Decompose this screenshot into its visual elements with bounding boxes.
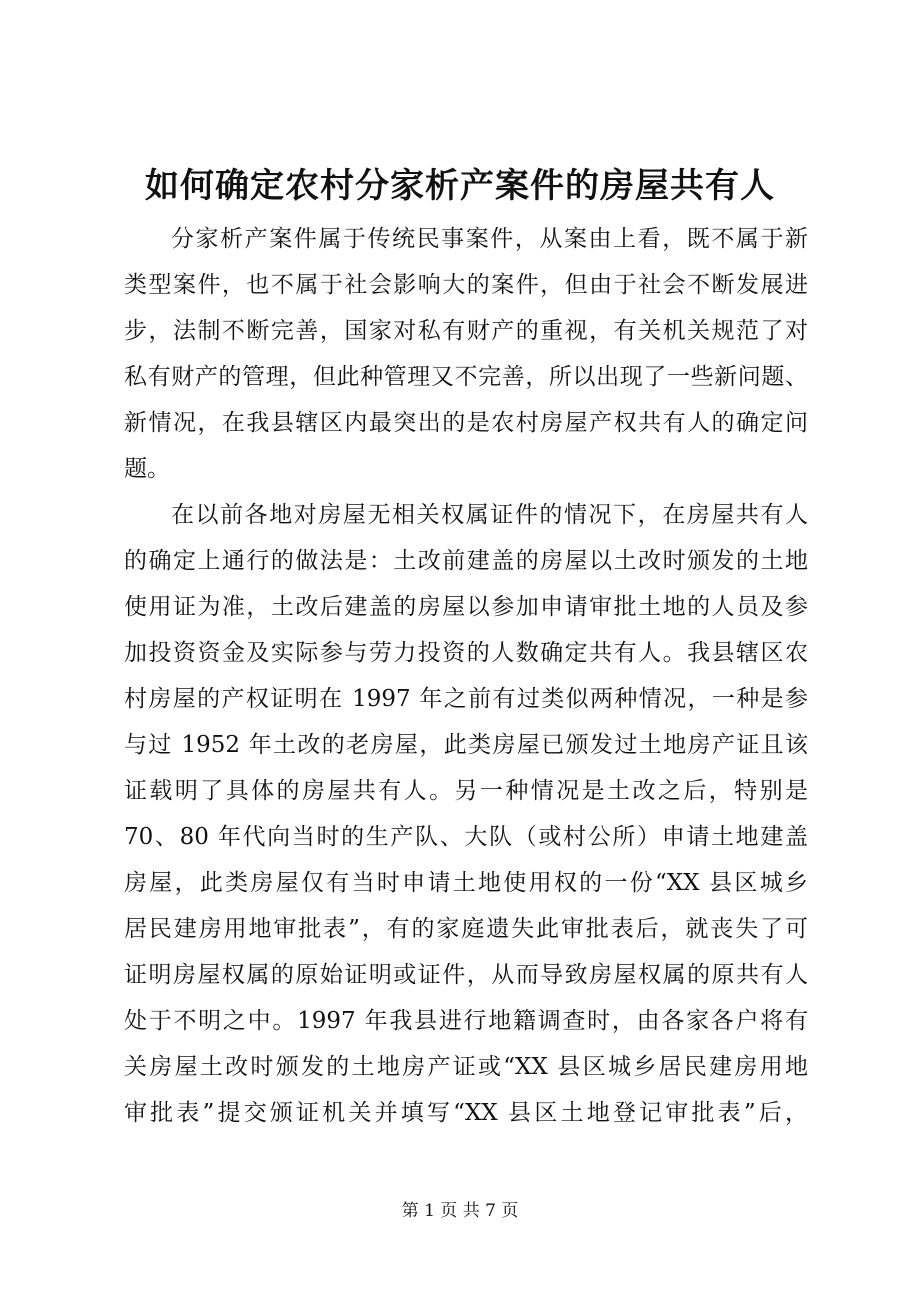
paragraph-line: 村房屋的产权证明在 1997 年之前有过类似两种情况，一种是参 xyxy=(124,686,808,712)
paragraph-line: 关房屋土改时颁发的土地房产证或“XX 县区城乡居民建房用地 xyxy=(124,1054,808,1080)
paragraph-2 xyxy=(124,492,808,1136)
paragraph-1 xyxy=(124,216,808,492)
paragraph-line: 新情况，在我县辖区内最突出的是农村房屋产权共有人的确定问 xyxy=(124,410,808,436)
page-number-footer: 第 1 页 共 7 页 xyxy=(401,1201,519,1221)
paragraph-line: 处于不明之中。1997 年我县进行地籍调查时，由各家各户将有 xyxy=(124,1008,808,1034)
paragraph-line: 加投资资金及实际参与劳力投资的人数确定共有人。我县辖区农 xyxy=(124,640,808,666)
paragraph-line: 的确定上通行的做法是：土改前建盖的房屋以土改时颁发的土地 xyxy=(124,548,808,574)
paragraph-line: 审批表”提交颁证机关并填写“XX 县区土地登记审批表”后， xyxy=(124,1100,808,1126)
document-title: 如何确定农村分家析产案件的房屋共有人 xyxy=(145,166,775,206)
paragraph-line: 题。 xyxy=(124,456,170,482)
paragraph-line: 在以前各地对房屋无相关权属证件的情况下，在房屋共有人 xyxy=(171,502,808,528)
paragraph-line: 类型案件，也不属于社会影响大的案件，但由于社会不断发展进 xyxy=(124,272,808,298)
paragraph-line: 分家析产案件属于传统民事案件，从案由上看，既不属于新 xyxy=(171,226,808,252)
paragraph-line: 房屋，此类房屋仅有当时申请土地使用权的一份“XX 县区城乡 xyxy=(124,870,808,896)
paragraph-line: 私有财产的管理，但此种管理又不完善，所以出现了一些新问题、 xyxy=(124,364,808,390)
paragraph-line: 使用证为准，土改后建盖的房屋以参加申请审批土地的人员及参 xyxy=(124,594,808,620)
document-body xyxy=(124,216,808,1136)
paragraph-line: 70、80 年代向当时的生产队、大队（或村公所）申请土地建盖 xyxy=(124,824,808,850)
paragraph-line: 与过 1952 年土改的老房屋，此类房屋已颁发过土地房产证且该 xyxy=(124,732,808,758)
paragraph-line: 证载明了具体的房屋共有人。另一种情况是土改之后，特别是 xyxy=(124,778,808,804)
paragraph-line: 证明房屋权属的原始证明或证件，从而导致房屋权属的原共有人 xyxy=(124,962,808,988)
paragraph-line: 居民建房用地审批表”，有的家庭遗失此审批表后，就丧失了可 xyxy=(124,916,808,942)
paragraph-line: 步，法制不断完善，国家对私有财产的重视，有关机关规范了对 xyxy=(124,318,808,344)
